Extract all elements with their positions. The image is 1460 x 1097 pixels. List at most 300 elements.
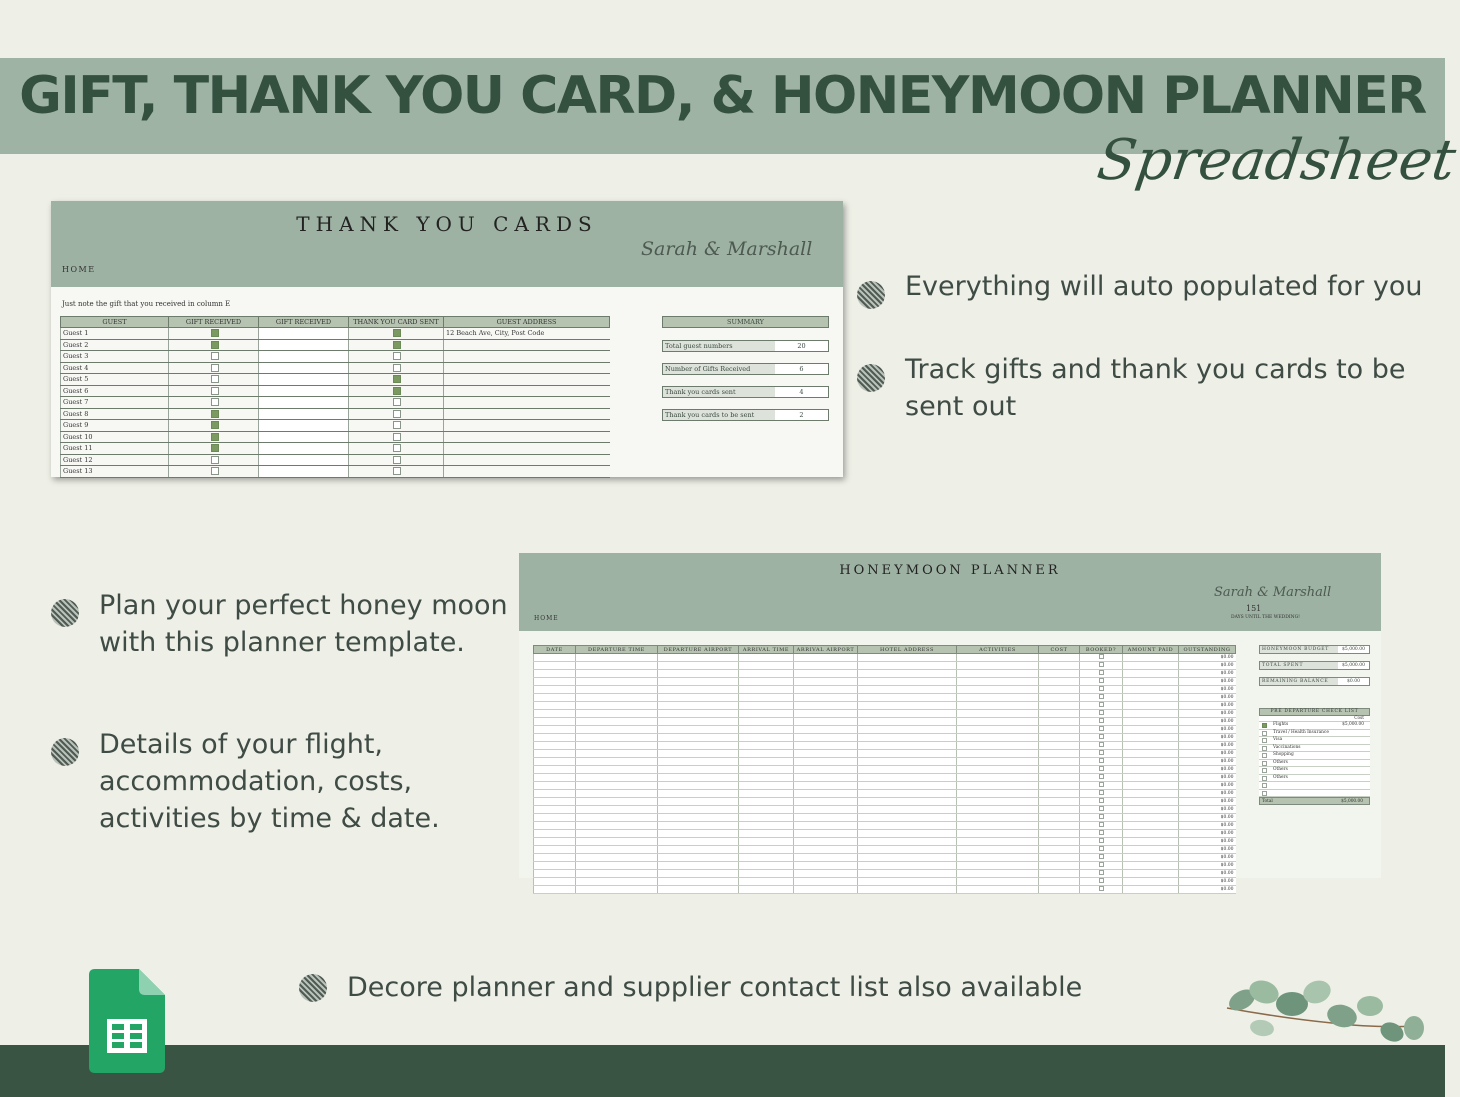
planner-cell[interactable] (1039, 742, 1080, 750)
planner-cell[interactable] (739, 694, 794, 702)
guest-address[interactable] (444, 443, 610, 455)
amount-paid-cell[interactable] (1123, 798, 1179, 806)
planner-cell[interactable] (794, 806, 858, 814)
checklist-checkbox[interactable] (1262, 723, 1267, 728)
planner-cell[interactable] (858, 670, 957, 678)
planner-cell[interactable] (858, 654, 957, 662)
planner-cell[interactable] (858, 678, 957, 686)
planner-cell[interactable] (576, 814, 658, 822)
booked-checkbox[interactable] (1099, 806, 1104, 811)
planner-cell[interactable] (794, 782, 858, 790)
planner-cell[interactable] (858, 854, 957, 862)
planner-cell[interactable] (794, 694, 858, 702)
planner-cell[interactable] (957, 766, 1039, 774)
planner-cell[interactable] (794, 886, 858, 894)
card-sent-checkbox[interactable] (393, 364, 401, 372)
planner-cell[interactable] (794, 846, 858, 854)
planner-cell[interactable] (658, 878, 739, 886)
planner-cell[interactable] (858, 718, 957, 726)
amount-paid-cell[interactable] (1123, 686, 1179, 694)
planner-cell[interactable] (957, 678, 1039, 686)
amount-paid-cell[interactable] (1123, 782, 1179, 790)
planner-cell[interactable] (658, 830, 739, 838)
booked-checkbox[interactable] (1099, 678, 1104, 683)
planner-cell[interactable] (658, 798, 739, 806)
planner-cell[interactable] (658, 854, 739, 862)
booked-checkbox[interactable] (1099, 654, 1104, 659)
card-sent-checkbox[interactable] (393, 433, 401, 441)
planner-cell[interactable] (957, 718, 1039, 726)
planner-cell[interactable] (534, 766, 576, 774)
planner-cell[interactable] (1039, 878, 1080, 886)
planner-cell[interactable] (534, 846, 576, 854)
planner-cell[interactable] (658, 702, 739, 710)
gift-received-checkbox[interactable] (211, 433, 219, 441)
booked-checkbox[interactable] (1099, 726, 1104, 731)
planner-cell[interactable] (1039, 814, 1080, 822)
gift-received-checkbox[interactable] (211, 398, 219, 406)
planner-cell[interactable] (739, 862, 794, 870)
amount-paid-cell[interactable] (1123, 694, 1179, 702)
planner-cell[interactable] (858, 790, 957, 798)
planner-cell[interactable] (858, 710, 957, 718)
planner-cell[interactable] (1039, 822, 1080, 830)
planner-cell[interactable] (739, 710, 794, 718)
planner-cell[interactable] (957, 654, 1039, 662)
booked-checkbox[interactable] (1099, 790, 1104, 795)
planner-cell[interactable] (794, 662, 858, 670)
booked-checkbox[interactable] (1099, 686, 1104, 691)
planner-cell[interactable] (534, 678, 576, 686)
gift-received-checkbox[interactable] (211, 410, 219, 418)
planner-cell[interactable] (739, 790, 794, 798)
planner-cell[interactable] (858, 758, 957, 766)
planner-cell[interactable] (576, 806, 658, 814)
planner-cell[interactable] (739, 670, 794, 678)
planner-cell[interactable] (794, 854, 858, 862)
planner-cell[interactable] (858, 870, 957, 878)
booked-checkbox[interactable] (1099, 750, 1104, 755)
planner-cell[interactable] (794, 862, 858, 870)
planner-cell[interactable] (534, 702, 576, 710)
planner-cell[interactable] (1039, 862, 1080, 870)
checklist-checkbox[interactable] (1262, 738, 1267, 743)
planner-cell[interactable] (739, 742, 794, 750)
planner-cell[interactable] (794, 774, 858, 782)
amount-paid-cell[interactable] (1123, 654, 1179, 662)
card-sent-checkbox[interactable] (393, 467, 401, 475)
planner-cell[interactable] (1039, 886, 1080, 894)
planner-cell[interactable] (1039, 758, 1080, 766)
planner-cell[interactable] (576, 822, 658, 830)
planner-cell[interactable] (957, 790, 1039, 798)
planner-cell[interactable] (576, 670, 658, 678)
checklist-checkbox[interactable] (1262, 761, 1267, 766)
planner-cell[interactable] (794, 670, 858, 678)
planner-cell[interactable] (576, 742, 658, 750)
amount-paid-cell[interactable] (1123, 822, 1179, 830)
checklist-checkbox[interactable] (1262, 783, 1267, 788)
planner-cell[interactable] (957, 846, 1039, 854)
planner-cell[interactable] (794, 814, 858, 822)
booked-checkbox[interactable] (1099, 838, 1104, 843)
planner-cell[interactable] (739, 678, 794, 686)
planner-cell[interactable] (858, 726, 957, 734)
gift-received-checkbox[interactable] (211, 456, 219, 464)
planner-cell[interactable] (858, 766, 957, 774)
planner-cell[interactable] (658, 822, 739, 830)
planner-cell[interactable] (1039, 782, 1080, 790)
planner-cell[interactable] (534, 670, 576, 678)
planner-cell[interactable] (739, 814, 794, 822)
planner-cell[interactable] (534, 750, 576, 758)
booked-checkbox[interactable] (1099, 662, 1104, 667)
gift-description-cell[interactable] (259, 454, 349, 466)
card-sent-checkbox[interactable] (393, 456, 401, 464)
planner-cell[interactable] (576, 878, 658, 886)
planner-cell[interactable] (957, 758, 1039, 766)
checklist-checkbox[interactable] (1262, 746, 1267, 751)
planner-cell[interactable] (1039, 694, 1080, 702)
planner-cell[interactable] (858, 798, 957, 806)
amount-paid-cell[interactable] (1123, 734, 1179, 742)
planner-cell[interactable] (658, 814, 739, 822)
amount-paid-cell[interactable] (1123, 814, 1179, 822)
planner-cell[interactable] (957, 782, 1039, 790)
planner-cell[interactable] (658, 678, 739, 686)
planner-cell[interactable] (794, 870, 858, 878)
guest-address[interactable] (444, 466, 610, 478)
planner-cell[interactable] (534, 798, 576, 806)
planner-cell[interactable] (739, 886, 794, 894)
planner-cell[interactable] (858, 886, 957, 894)
planner-cell[interactable] (534, 734, 576, 742)
amount-paid-cell[interactable] (1123, 862, 1179, 870)
planner-cell[interactable] (534, 806, 576, 814)
planner-cell[interactable] (957, 870, 1039, 878)
planner-cell[interactable] (957, 838, 1039, 846)
planner-cell[interactable] (858, 814, 957, 822)
gift-description-cell[interactable] (259, 431, 349, 443)
planner-cell[interactable] (658, 862, 739, 870)
planner-cell[interactable] (576, 886, 658, 894)
planner-cell[interactable] (957, 774, 1039, 782)
planner-cell[interactable] (1039, 870, 1080, 878)
planner-cell[interactable] (658, 750, 739, 758)
planner-cell[interactable] (858, 838, 957, 846)
planner-cell[interactable] (739, 830, 794, 838)
planner-cell[interactable] (957, 854, 1039, 862)
planner-cell[interactable] (1039, 702, 1080, 710)
planner-cell[interactable] (1039, 662, 1080, 670)
amount-paid-cell[interactable] (1123, 790, 1179, 798)
gift-received-checkbox[interactable] (211, 329, 219, 337)
planner-cell[interactable] (576, 726, 658, 734)
planner-cell[interactable] (658, 694, 739, 702)
card-sent-checkbox[interactable] (393, 375, 401, 383)
guest-address[interactable] (444, 374, 610, 386)
gift-received-checkbox[interactable] (211, 375, 219, 383)
guest-address[interactable] (444, 362, 610, 374)
gift-description-cell[interactable] (259, 362, 349, 374)
guest-address[interactable]: 12 Beach Ave, City, Post Code (444, 328, 610, 340)
planner-cell[interactable] (534, 886, 576, 894)
planner-cell[interactable] (576, 734, 658, 742)
checklist-checkbox[interactable] (1262, 753, 1267, 758)
planner-cell[interactable] (739, 846, 794, 854)
planner-cell[interactable] (1039, 838, 1080, 846)
planner-cell[interactable] (957, 878, 1039, 886)
planner-cell[interactable] (658, 670, 739, 678)
planner-cell[interactable] (576, 846, 658, 854)
planner-cell[interactable] (1039, 734, 1080, 742)
gift-received-checkbox[interactable] (211, 387, 219, 395)
planner-cell[interactable] (534, 742, 576, 750)
amount-paid-cell[interactable] (1123, 766, 1179, 774)
planner-cell[interactable] (576, 686, 658, 694)
planner-cell[interactable] (794, 678, 858, 686)
gift-description-cell[interactable] (259, 374, 349, 386)
amount-paid-cell[interactable] (1123, 878, 1179, 886)
planner-cell[interactable] (576, 782, 658, 790)
card-sent-checkbox[interactable] (393, 421, 401, 429)
amount-paid-cell[interactable] (1123, 670, 1179, 678)
planner-cell[interactable] (658, 870, 739, 878)
home-link[interactable]: HOME (534, 615, 559, 622)
planner-cell[interactable] (658, 654, 739, 662)
card-sent-checkbox[interactable] (393, 341, 401, 349)
planner-cell[interactable] (1039, 750, 1080, 758)
planner-cell[interactable] (576, 870, 658, 878)
booked-checkbox[interactable] (1099, 886, 1104, 891)
planner-cell[interactable] (739, 734, 794, 742)
gift-received-checkbox[interactable] (211, 341, 219, 349)
gift-description-cell[interactable] (259, 385, 349, 397)
gift-description-cell[interactable] (259, 420, 349, 432)
planner-cell[interactable] (794, 726, 858, 734)
amount-paid-cell[interactable] (1123, 718, 1179, 726)
booked-checkbox[interactable] (1099, 798, 1104, 803)
planner-cell[interactable] (534, 838, 576, 846)
planner-cell[interactable] (739, 838, 794, 846)
amount-paid-cell[interactable] (1123, 742, 1179, 750)
planner-cell[interactable] (858, 830, 957, 838)
planner-cell[interactable] (957, 830, 1039, 838)
planner-cell[interactable] (739, 766, 794, 774)
planner-cell[interactable] (957, 702, 1039, 710)
planner-cell[interactable] (794, 766, 858, 774)
planner-cell[interactable] (739, 870, 794, 878)
planner-cell[interactable] (739, 718, 794, 726)
planner-cell[interactable] (739, 726, 794, 734)
planner-cell[interactable] (794, 734, 858, 742)
booked-checkbox[interactable] (1099, 718, 1104, 723)
guest-address[interactable] (444, 397, 610, 409)
amount-paid-cell[interactable] (1123, 702, 1179, 710)
planner-cell[interactable] (858, 878, 957, 886)
planner-cell[interactable] (858, 702, 957, 710)
planner-cell[interactable] (658, 806, 739, 814)
planner-cell[interactable] (957, 750, 1039, 758)
gift-received-checkbox[interactable] (211, 444, 219, 452)
planner-cell[interactable] (957, 662, 1039, 670)
checklist-checkbox[interactable] (1262, 776, 1267, 781)
planner-cell[interactable] (1039, 686, 1080, 694)
planner-cell[interactable] (658, 686, 739, 694)
planner-cell[interactable] (957, 726, 1039, 734)
planner-cell[interactable] (1039, 830, 1080, 838)
planner-cell[interactable] (1039, 798, 1080, 806)
amount-paid-cell[interactable] (1123, 870, 1179, 878)
planner-cell[interactable] (957, 862, 1039, 870)
planner-cell[interactable] (534, 694, 576, 702)
planner-cell[interactable] (794, 830, 858, 838)
planner-cell[interactable] (658, 726, 739, 734)
planner-cell[interactable] (957, 742, 1039, 750)
planner-cell[interactable] (1039, 766, 1080, 774)
planner-cell[interactable] (1039, 718, 1080, 726)
amount-paid-cell[interactable] (1123, 678, 1179, 686)
planner-cell[interactable] (739, 686, 794, 694)
gift-description-cell[interactable] (259, 443, 349, 455)
planner-cell[interactable] (739, 878, 794, 886)
amount-paid-cell[interactable] (1123, 854, 1179, 862)
gift-description-cell[interactable] (259, 328, 349, 340)
checklist-checkbox[interactable] (1262, 731, 1267, 736)
planner-cell[interactable] (658, 710, 739, 718)
planner-cell[interactable] (658, 742, 739, 750)
planner-cell[interactable] (794, 742, 858, 750)
amount-paid-cell[interactable] (1123, 838, 1179, 846)
planner-cell[interactable] (658, 774, 739, 782)
planner-cell[interactable] (739, 822, 794, 830)
planner-cell[interactable] (576, 862, 658, 870)
planner-cell[interactable] (1039, 854, 1080, 862)
planner-cell[interactable] (794, 878, 858, 886)
booked-checkbox[interactable] (1099, 862, 1104, 867)
booked-checkbox[interactable] (1099, 710, 1104, 715)
planner-cell[interactable] (576, 838, 658, 846)
gift-received-checkbox[interactable] (211, 467, 219, 475)
guest-address[interactable] (444, 385, 610, 397)
planner-cell[interactable] (534, 870, 576, 878)
planner-cell[interactable] (794, 758, 858, 766)
planner-cell[interactable] (794, 798, 858, 806)
planner-cell[interactable] (739, 774, 794, 782)
planner-cell[interactable] (794, 654, 858, 662)
planner-cell[interactable] (794, 838, 858, 846)
planner-cell[interactable] (858, 822, 957, 830)
planner-cell[interactable] (794, 686, 858, 694)
gift-description-cell[interactable] (259, 408, 349, 420)
guest-address[interactable] (444, 408, 610, 420)
planner-cell[interactable] (534, 654, 576, 662)
planner-cell[interactable] (576, 710, 658, 718)
booked-checkbox[interactable] (1099, 822, 1104, 827)
planner-cell[interactable] (534, 686, 576, 694)
planner-cell[interactable] (1039, 710, 1080, 718)
planner-cell[interactable] (658, 718, 739, 726)
amount-paid-cell[interactable] (1123, 774, 1179, 782)
planner-cell[interactable] (957, 710, 1039, 718)
planner-cell[interactable] (858, 846, 957, 854)
planner-cell[interactable] (576, 774, 658, 782)
booked-checkbox[interactable] (1099, 694, 1104, 699)
planner-cell[interactable] (957, 886, 1039, 894)
planner-cell[interactable] (534, 774, 576, 782)
planner-cell[interactable] (576, 654, 658, 662)
planner-cell[interactable] (576, 798, 658, 806)
planner-cell[interactable] (794, 790, 858, 798)
planner-cell[interactable] (794, 710, 858, 718)
planner-cell[interactable] (1039, 654, 1080, 662)
card-sent-checkbox[interactable] (393, 444, 401, 452)
amount-paid-cell[interactable] (1123, 710, 1179, 718)
planner-cell[interactable] (576, 718, 658, 726)
planner-cell[interactable] (576, 854, 658, 862)
planner-cell[interactable] (858, 806, 957, 814)
planner-cell[interactable] (658, 790, 739, 798)
planner-cell[interactable] (739, 782, 794, 790)
planner-cell[interactable] (1039, 790, 1080, 798)
amount-paid-cell[interactable] (1123, 758, 1179, 766)
planner-cell[interactable] (576, 694, 658, 702)
gift-description-cell[interactable] (259, 397, 349, 409)
booked-checkbox[interactable] (1099, 774, 1104, 779)
planner-cell[interactable] (858, 862, 957, 870)
planner-cell[interactable] (858, 694, 957, 702)
planner-cell[interactable] (576, 830, 658, 838)
booked-checkbox[interactable] (1099, 766, 1104, 771)
checklist-checkbox[interactable] (1262, 768, 1267, 773)
planner-cell[interactable] (957, 814, 1039, 822)
planner-cell[interactable] (739, 798, 794, 806)
gift-received-checkbox[interactable] (211, 421, 219, 429)
planner-cell[interactable] (658, 886, 739, 894)
amount-paid-cell[interactable] (1123, 846, 1179, 854)
planner-cell[interactable] (739, 702, 794, 710)
planner-cell[interactable] (534, 718, 576, 726)
checklist-checkbox[interactable] (1262, 791, 1267, 796)
planner-cell[interactable] (957, 670, 1039, 678)
planner-cell[interactable] (957, 694, 1039, 702)
home-link[interactable]: HOME (62, 265, 96, 274)
planner-cell[interactable] (534, 782, 576, 790)
booked-checkbox[interactable] (1099, 870, 1104, 875)
planner-cell[interactable] (739, 654, 794, 662)
planner-cell[interactable] (739, 758, 794, 766)
planner-cell[interactable] (658, 734, 739, 742)
planner-cell[interactable] (576, 662, 658, 670)
planner-cell[interactable] (534, 710, 576, 718)
planner-cell[interactable] (794, 718, 858, 726)
card-sent-checkbox[interactable] (393, 410, 401, 418)
guest-address[interactable] (444, 420, 610, 432)
planner-cell[interactable] (1039, 846, 1080, 854)
planner-cell[interactable] (739, 806, 794, 814)
guest-address[interactable] (444, 351, 610, 363)
booked-checkbox[interactable] (1099, 670, 1104, 675)
gift-received-checkbox[interactable] (211, 364, 219, 372)
planner-cell[interactable] (576, 750, 658, 758)
planner-cell[interactable] (794, 702, 858, 710)
card-sent-checkbox[interactable] (393, 387, 401, 395)
booked-checkbox[interactable] (1099, 814, 1104, 819)
planner-cell[interactable] (1039, 774, 1080, 782)
amount-paid-cell[interactable] (1123, 886, 1179, 894)
planner-cell[interactable] (858, 750, 957, 758)
planner-cell[interactable] (858, 734, 957, 742)
